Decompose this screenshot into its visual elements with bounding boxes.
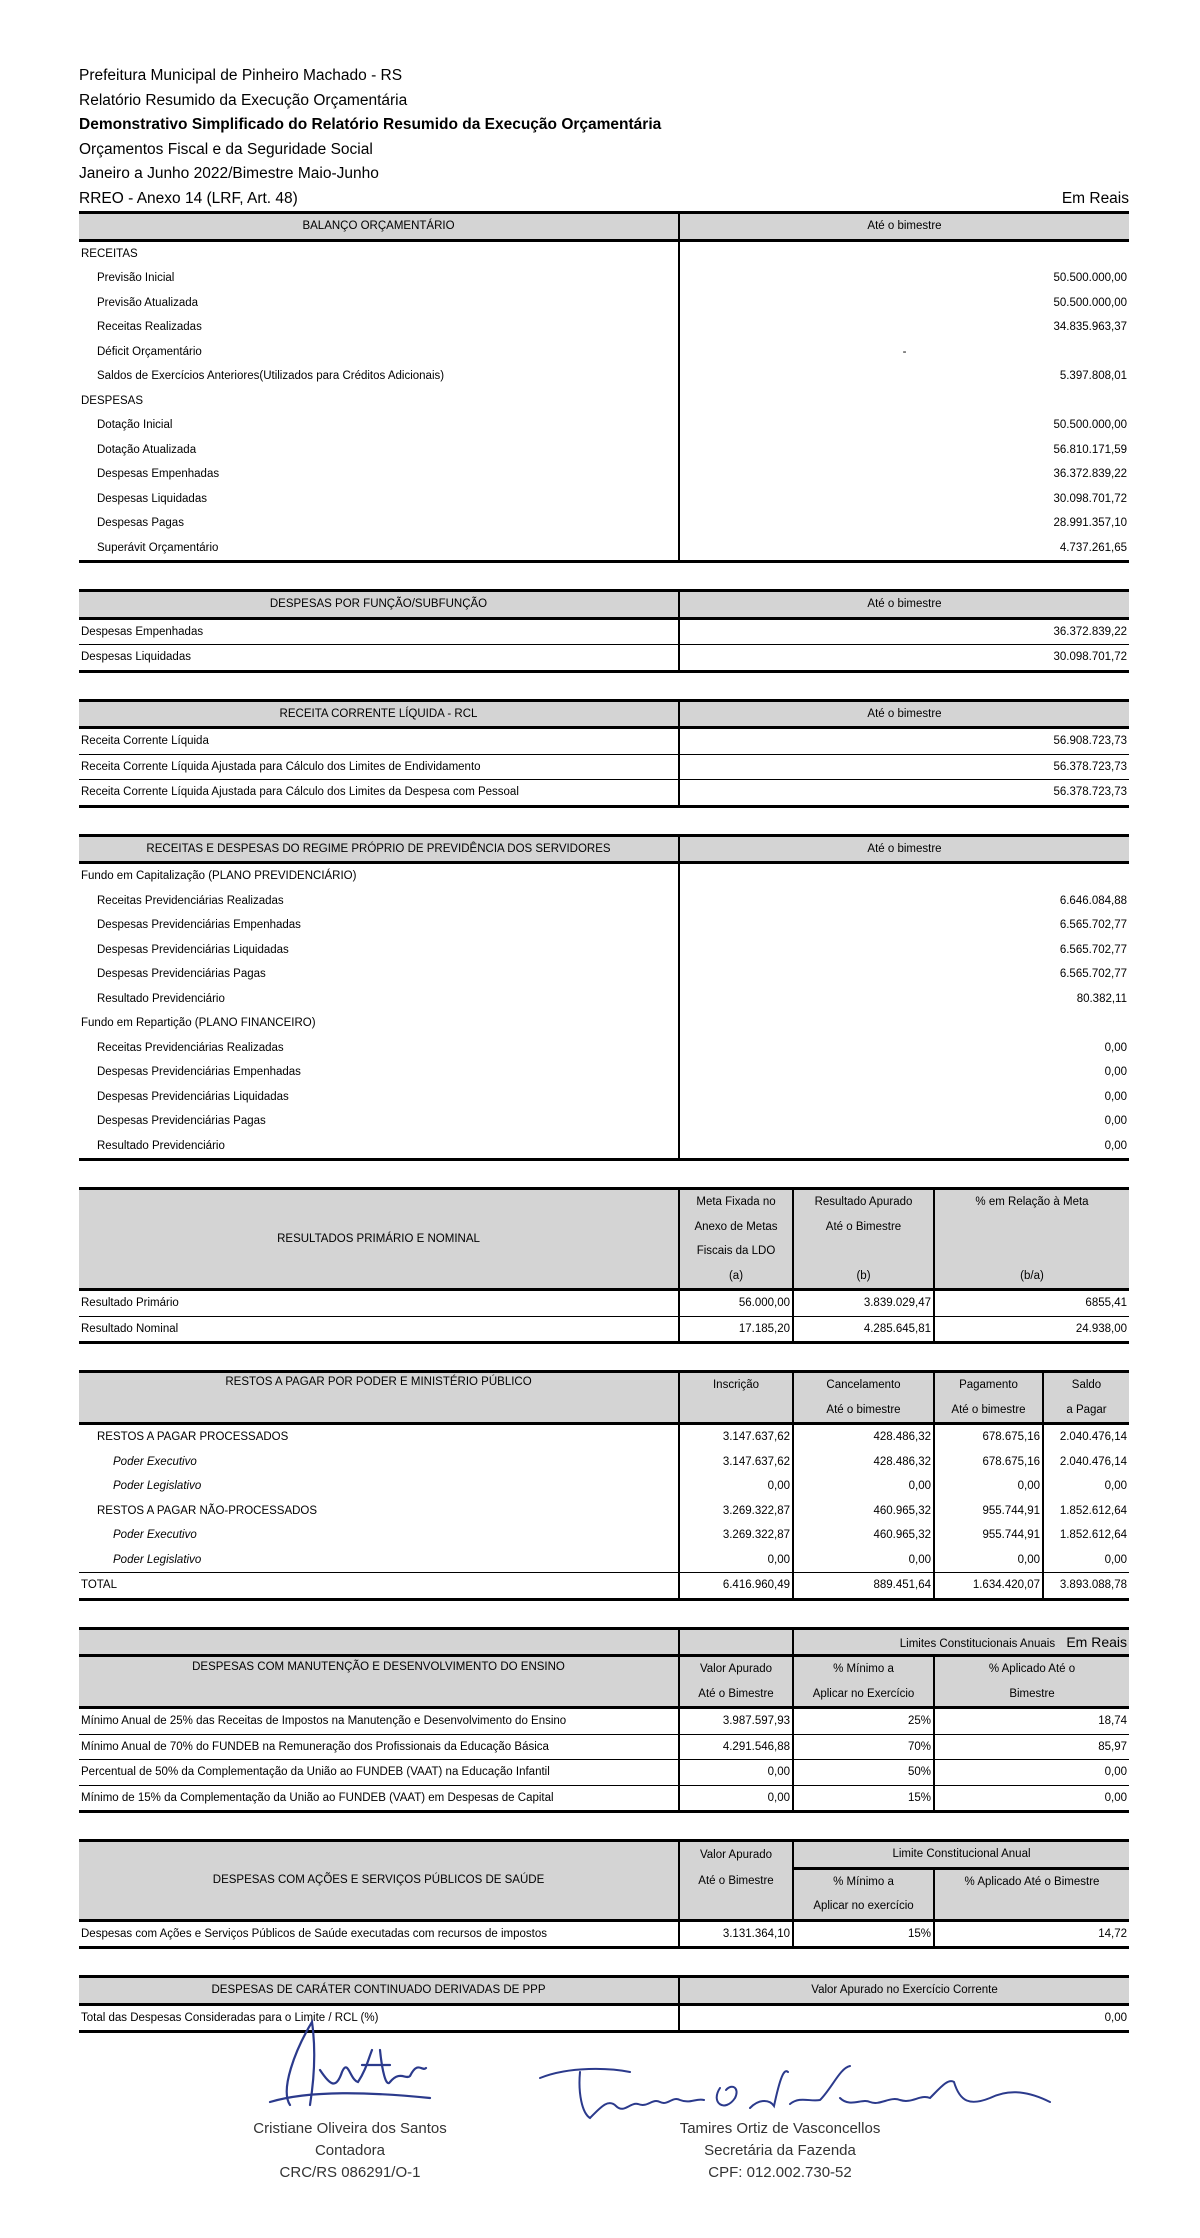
row-label: Mínimo de 15% da Complementação da União ao FUNDEB (VAAT) em Despesas de Capital — [81, 1791, 554, 1804]
col-minimo-sub: Aplicar no Exercício — [793, 1682, 934, 1708]
rcl-title: RECEITA CORRENTE LÍQUIDA - RCL — [79, 700, 679, 728]
cell-value: 3.269.322,87 — [679, 1499, 793, 1524]
col-a-line: Anexo de Metas — [679, 1215, 793, 1240]
row-label: Mínimo Anual de 25% das Receitas de Impostos na Manutenção e Desenvolvimento do Ensino — [79, 1708, 679, 1735]
row-value: 0,00 — [679, 1109, 1129, 1134]
resultados-title: RESULTADOS PRIMÁRIO E NOMINAL — [79, 1189, 679, 1290]
signer-role: Secretária da Fazenda — [704, 2142, 856, 2159]
row-value: 0,00 — [679, 2004, 1129, 2032]
col-valor-sub: Até o Bimestre — [679, 1682, 793, 1708]
cell-value: 428.486,32 — [793, 1424, 934, 1450]
row-label: Receita Corrente Líquida Ajustada para Cálculo dos Limites de Endividamento — [79, 754, 679, 780]
row-value: 34.835.963,37 — [679, 315, 1129, 340]
row-value: 28.991.357,10 — [679, 511, 1129, 536]
cell-value: 18,74 — [934, 1708, 1129, 1735]
col-valor: Valor Apurado — [679, 1656, 793, 1682]
cell-value: 955.744,91 — [934, 1523, 1043, 1548]
despesas-label: DESPESAS — [81, 394, 143, 407]
row-label: Despesas Liquidadas — [97, 492, 207, 505]
row-label: Déficit Orçamentário — [97, 345, 202, 358]
col-minimo: % Mínimo a — [793, 1656, 934, 1682]
cell-resultado: 3.839.029,47 — [793, 1290, 934, 1317]
cell-value: 0,00 — [679, 1785, 793, 1812]
col-b-line: Resultado Apurado — [793, 1189, 934, 1215]
row-value: 80.382,11 — [679, 987, 1129, 1012]
rpps-col: Até o bimestre — [679, 835, 1129, 863]
table-rcl — [79, 699, 1129, 808]
col-valor-sub: Até o Bimestre — [679, 1868, 793, 1894]
cell-value: 1.852.612,64 — [1043, 1523, 1129, 1548]
cell-value: 955.744,91 — [934, 1499, 1043, 1524]
row-label: Despesas com Ações e Serviços Públicos de Saúde executadas com recursos de impostos — [81, 1927, 547, 1940]
report-page — [79, 64, 1129, 2033]
row-value: 0,00 — [679, 1036, 1129, 1061]
row-label: Receitas Previdenciárias Realizadas — [97, 1041, 284, 1054]
signature-block-secretaria — [600, 2010, 960, 2210]
row-value: 56.810.171,59 — [679, 438, 1129, 463]
cell-value: 3.147.637,62 — [679, 1450, 793, 1475]
cell-percentual: 24.938,00 — [934, 1316, 1129, 1343]
row-label: RESTOS A PAGAR NÃO-PROCESSADOS — [97, 1504, 318, 1517]
signer-name: Cristiane Oliveira dos Santos — [253, 2120, 447, 2137]
row-label: Previsão Inicial — [97, 272, 175, 285]
row-value: 56.378.723,73 — [679, 780, 1129, 807]
signature-block-contadora — [210, 2010, 490, 2210]
row-label: Resultado Primário — [79, 1290, 679, 1317]
col-b-line: Até o Bimestre — [793, 1215, 934, 1240]
cell-value: 25% — [793, 1708, 934, 1735]
row-value: 6.565.702,77 — [679, 962, 1129, 987]
limites-label — [793, 1628, 1129, 1656]
row-label: Despesas Previdenciárias Liquidadas — [97, 1090, 289, 1103]
row-label: Total das Despesas Consideradas para o Limite / RCL (%) — [81, 2011, 379, 2024]
row-label: Despesas Liquidadas — [81, 651, 191, 664]
row-value: 6.565.702,77 — [679, 913, 1129, 938]
row-label: Poder Executivo — [113, 1529, 197, 1542]
total-value: 6.416.960,49 — [679, 1573, 793, 1600]
col-c-letter: (b/a) — [934, 1264, 1129, 1290]
cell-value: 2.040.476,14 — [1043, 1424, 1129, 1450]
row-label: Dotação Inicial — [97, 419, 173, 432]
cell-value: 0,00 — [793, 1474, 934, 1499]
col-aplicado-sub: Bimestre — [934, 1682, 1129, 1708]
limites-text: Limites Constitucionais Anuais — [899, 1637, 1056, 1650]
row-value: 56.378.723,73 — [679, 754, 1129, 780]
cell-value: 0,00 — [793, 1548, 934, 1573]
total-value: 889.451,64 — [793, 1573, 934, 1600]
table-restos — [79, 1370, 1129, 1601]
ppp-col: Valor Apurado no Exercício Corrente — [679, 1977, 1129, 2005]
em-reais-label: Em Reais — [1066, 1633, 1127, 1650]
row-label: RESTOS A PAGAR PROCESSADOS — [97, 1431, 289, 1444]
signature-text-contadora — [210, 2118, 490, 2184]
cell-value: 3.269.322,87 — [679, 1523, 793, 1548]
handwritten-signature-icon — [250, 2010, 450, 2120]
row-value: 6.565.702,77 — [679, 938, 1129, 963]
receitas-label: RECEITAS — [81, 247, 138, 260]
col-pagamento: Pagamento — [934, 1372, 1043, 1398]
header-line-title: Demonstrativo Simplificado do Relatório Resumido da Execução Orçamentária — [79, 116, 662, 133]
funcao-col: Até o bimestre — [679, 591, 1129, 619]
rpps-title: RECEITAS E DESPESAS DO REGIME PRÓPRIO DE PREVIDÊNCIA DOS SERVIDORES — [79, 835, 679, 863]
saude-title: DESPESAS COM AÇÕES E SERVIÇOS PÚBLICOS DE SAÚDE — [79, 1841, 679, 1921]
row-label: Despesas Previdenciárias Empenhadas — [97, 1066, 301, 1079]
row-label: Poder Legislativo — [79, 1548, 679, 1573]
table-funcao — [79, 589, 1129, 673]
row-label: Resultado Nominal — [81, 1322, 179, 1335]
col-minimo-sub: Aplicar no exercício — [793, 1894, 934, 1920]
row-value: 30.098.701,72 — [679, 645, 1129, 672]
cell-value: 460.965,32 — [793, 1499, 934, 1524]
table-resultados — [79, 1187, 1129, 1344]
col-c-line: % em Relação à Meta — [934, 1189, 1129, 1215]
row-value: 50.500.000,00 — [679, 266, 1129, 291]
cell-value: 0,00 — [679, 1474, 793, 1499]
cell-value: 15% — [793, 1920, 934, 1948]
rcl-col: Até o bimestre — [679, 700, 1129, 728]
signer-name: Tamires Ortiz de Vasconcellos — [679, 2120, 881, 2137]
cell-value: 14,72 — [934, 1920, 1129, 1948]
row-label: Dotação Atualizada — [97, 443, 197, 456]
cell-value: 0,00 — [934, 1785, 1129, 1812]
header-line-report: Relatório Resumido da Execução Orçamentária — [79, 91, 408, 109]
cell-value: 85,97 — [934, 1734, 1129, 1760]
col-b-letter: (b) — [793, 1264, 934, 1290]
cell-value: 0,00 — [1043, 1474, 1129, 1499]
row-label: Receitas Previdenciárias Realizadas — [97, 894, 284, 907]
header-line-budgets: Orçamentos Fiscal e da Seguridade Social — [79, 140, 373, 158]
cell-value: 3.147.637,62 — [679, 1424, 793, 1450]
table-rpps — [79, 834, 1129, 1162]
row-value: - — [679, 340, 1129, 365]
annex-label: RREO - Anexo 14 (LRF, Art. 48) — [79, 189, 298, 207]
cell-value: 678.675,16 — [934, 1450, 1043, 1475]
ppp-title: DESPESAS DE CARÁTER CONTINUADO DERIVADAS DE PPP — [79, 1977, 679, 2005]
cell-value: 0,00 — [1043, 1548, 1129, 1573]
currency-label: Em Reais — [1061, 189, 1129, 207]
cell-value: 50% — [793, 1760, 934, 1786]
cell-value: 3.987.597,93 — [679, 1708, 793, 1735]
row-value: 56.908.723,73 — [679, 728, 1129, 755]
total-value: 1.634.420,07 — [934, 1573, 1043, 1600]
row-label: Receitas Realizadas — [97, 321, 202, 334]
row-value: 50.500.000,00 — [679, 413, 1129, 438]
fund-capitalizacao-label: Fundo em Capitalização (PLANO PREVIDENCIÁRIO) — [81, 870, 357, 883]
total-value: 3.893.088,78 — [1043, 1573, 1129, 1600]
cell-value: 1.852.612,64 — [1043, 1499, 1129, 1524]
balanco-title: BALANÇO ORÇAMENTÁRIO — [79, 213, 679, 241]
row-label: Despesas Previdenciárias Empenhadas — [97, 919, 301, 932]
signature-area — [0, 2010, 1200, 2238]
row-label: Resultado Previdenciário — [97, 992, 225, 1005]
cell-resultado: 4.285.645,81 — [793, 1316, 934, 1343]
row-value: 50.500.000,00 — [679, 291, 1129, 316]
col-cancelamento: Cancelamento — [793, 1372, 934, 1398]
row-value: 0,00 — [679, 1134, 1129, 1160]
row-label: Despesas Empenhadas — [97, 468, 220, 481]
cell-value: 0,00 — [934, 1548, 1043, 1573]
header-line-period: Janeiro a Junho 2022/Bimestre Maio-Junho — [79, 165, 379, 182]
col-a-letter: (a) — [679, 1264, 793, 1290]
col-a-line: Fiscais da LDO — [679, 1239, 793, 1264]
row-value: 0,00 — [679, 1085, 1129, 1110]
cell-value: 15% — [793, 1785, 934, 1812]
row-value: 0,00 — [679, 1060, 1129, 1085]
cell-value: 0,00 — [679, 1760, 793, 1786]
cell-percentual: 6855,41 — [934, 1290, 1129, 1317]
table-ensino — [79, 1627, 1129, 1814]
col-a-line: Meta Fixada no — [679, 1189, 793, 1215]
row-label: Resultado Previdenciário — [97, 1139, 225, 1152]
cell-meta: 56.000,00 — [679, 1290, 793, 1317]
table-saude — [79, 1839, 1129, 1949]
row-value: 36.372.839,22 — [679, 462, 1129, 487]
funcao-title: DESPESAS POR FUNÇÃO/SUBFUNÇÃO — [79, 591, 679, 619]
row-label: Despesas Previdenciárias Pagas — [97, 968, 266, 981]
col-pagamento-sub: Até o bimestre — [934, 1398, 1043, 1424]
cell-value: 4.291.546,88 — [679, 1734, 793, 1760]
row-label: Receita Corrente Líquida — [79, 728, 679, 755]
cell-value: 3.131.364,10 — [679, 1920, 793, 1948]
cell-value: 0,00 — [934, 1760, 1129, 1786]
row-value: 36.372.839,22 — [679, 618, 1129, 645]
row-label: Despesas Previdenciárias Pagas — [97, 1115, 266, 1128]
col-inscricao: Inscrição — [679, 1372, 793, 1398]
signer-role: Contadora — [314, 2142, 386, 2159]
col-valor: Valor Apurado — [679, 1841, 793, 1869]
col-aplicado: % Aplicado Até o — [934, 1656, 1129, 1682]
row-value: 30.098.701,72 — [679, 487, 1129, 512]
row-label: Poder Legislativo — [113, 1480, 202, 1493]
col-aplicado: % Aplicado Até o Bimestre — [934, 1868, 1129, 1894]
row-value: 6.646.084,88 — [679, 889, 1129, 914]
row-label: Saldos de Exercícios Anteriores(Utilizados para Créditos Adicionais) — [97, 370, 445, 383]
col-saldo: Saldo — [1043, 1372, 1129, 1398]
header-line-annex — [79, 187, 1129, 212]
total-label: TOTAL — [81, 1579, 117, 1592]
row-label: Mínimo Anual de 70% do FUNDEB na Remuneração dos Profissionais da Educação Básica — [79, 1734, 679, 1760]
row-label: Despesas Empenhadas — [79, 618, 679, 645]
row-label: Despesas Previdenciárias Liquidadas — [97, 943, 289, 956]
row-label: Superávit Orçamentário — [97, 541, 219, 554]
cell-value: 460.965,32 — [793, 1523, 934, 1548]
fund-reparticao-label: Fundo em Repartição (PLANO FINANCEIRO) — [81, 1017, 316, 1030]
cell-value: 428.486,32 — [793, 1450, 934, 1475]
restos-title: RESTOS A PAGAR POR PODER E MINISTÉRIO PÚBLICO — [79, 1372, 679, 1424]
cell-value: 0,00 — [679, 1548, 793, 1573]
row-label: Despesas Pagas — [97, 517, 184, 530]
table-balanco — [79, 211, 1129, 563]
signer-id: CPF: 012.002.730-52 — [708, 2164, 852, 2181]
col-saldo-sub: a Pagar — [1043, 1398, 1129, 1424]
row-label: Percentual de 50% da Complementação da União ao FUNDEB (VAAT) na Educação Infantil — [79, 1760, 679, 1786]
header-line-municipality: Prefeitura Municipal de Pinheiro Machado - RS — [79, 67, 403, 84]
signature-text-secretaria — [600, 2118, 960, 2184]
cell-value: 70% — [793, 1734, 934, 1760]
cell-value: 0,00 — [934, 1474, 1043, 1499]
row-label: Receita Corrente Líquida Ajustada para Cálculo dos Limites da Despesa com Pessoal — [81, 786, 519, 799]
col-cancelamento-sub: Até o bimestre — [793, 1398, 934, 1424]
row-label: Previsão Atualizada — [97, 296, 199, 309]
cell-value: 678.675,16 — [934, 1424, 1043, 1450]
ensino-title: DESPESAS COM MANUTENÇÃO E DESENVOLVIMENTO DO ENSINO — [79, 1656, 679, 1708]
report-header — [79, 64, 1129, 211]
balanco-col: Até o bimestre — [679, 213, 1129, 241]
cell-meta: 17.185,20 — [679, 1316, 793, 1343]
row-value: 5.397.808,01 — [679, 364, 1129, 389]
row-label: Poder Executivo — [113, 1455, 197, 1468]
cell-value: 2.040.476,14 — [1043, 1450, 1129, 1475]
col-minimo: % Mínimo a — [793, 1868, 934, 1894]
limite-label: Limite Constitucional Anual — [793, 1841, 1129, 1869]
row-value: 4.737.261,65 — [679, 536, 1129, 562]
signer-id: CRC/RS 086291/O-1 — [279, 2164, 421, 2181]
